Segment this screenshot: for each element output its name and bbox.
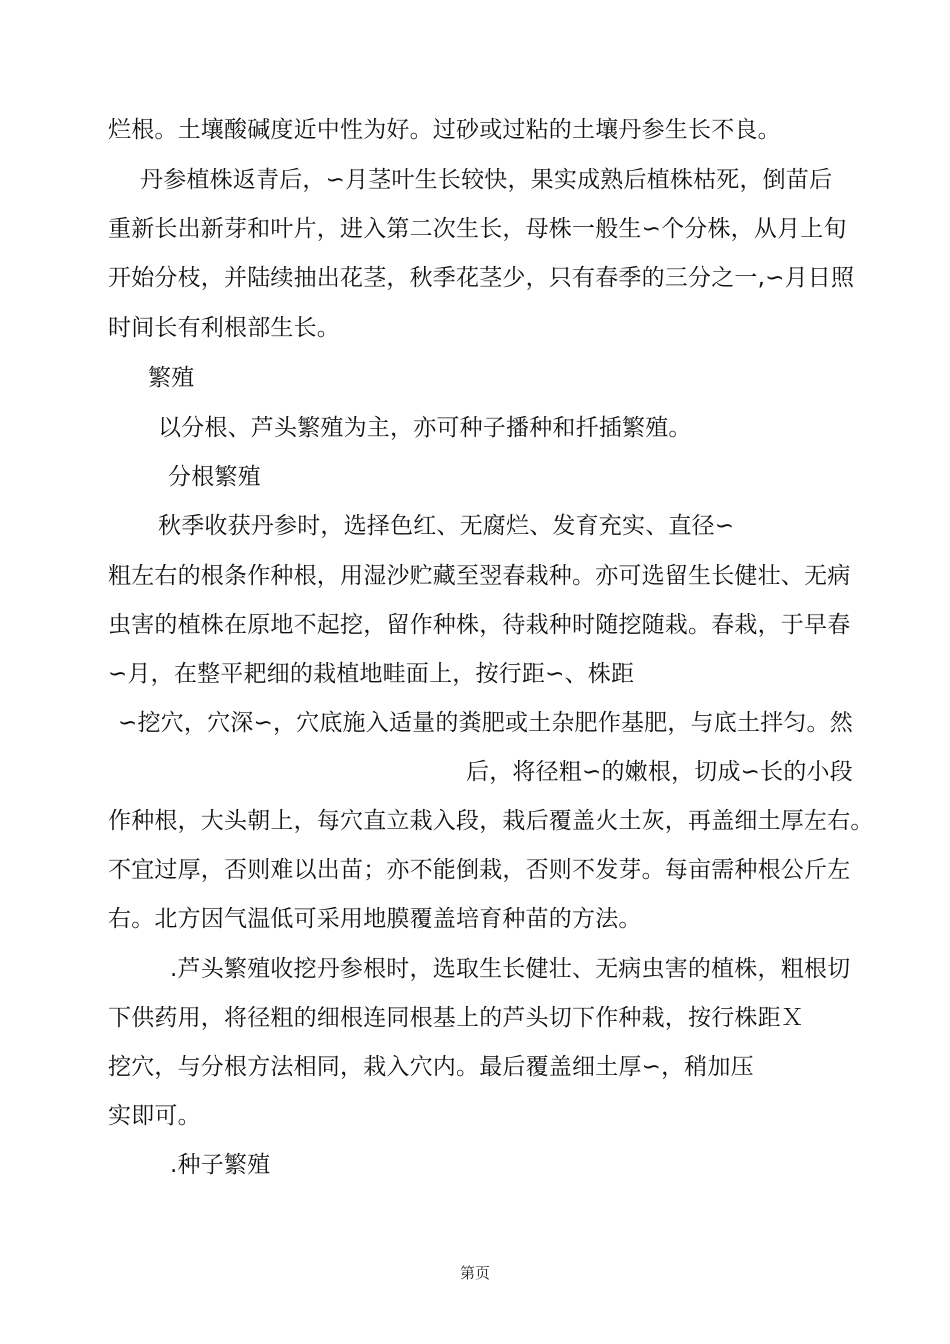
paragraph-line: 下供药用，将径粗的细根连同根基上的芦头切下作种栽，按行株距Ｘ	[108, 1005, 804, 1031]
paragraph-line: 时间长有利根部生长。	[108, 315, 340, 341]
paragraph-line: 以分根、芦头繁殖为主，亦可种子播种和扦插繁殖。	[158, 415, 692, 441]
page-footer: 第页	[459, 1264, 490, 1282]
paragraph-line: 重新长出新芽和叶片，进入第二次生长，母株一般生∽个分株，从月上旬	[108, 216, 847, 242]
section-heading: 分根繁殖	[168, 464, 261, 490]
paragraph-line: ∽月，在整平耙细的栽植地畦面上，按行距∽、株距	[108, 661, 635, 687]
paragraph-line: 烂根。土壤酸碱度近中性为好。过砂或过粘的土壤丹参生长不良。	[108, 117, 781, 143]
paragraph-line: ∽挖穴，穴深∽，穴底施入适量的粪肥或土杂肥作基肥，与底土拌匀。然	[118, 710, 853, 736]
paragraph-line: .芦头繁殖收挖丹参根时，选取生长健壮、无病虫害的植株，粗根切	[170, 956, 851, 982]
paragraph-line: 虫害的植株在原地不起挖，留作种株，待栽种时随挖随栽。春栽，于早春	[108, 612, 851, 638]
paragraph-line: 实即可。	[108, 1103, 201, 1129]
paragraph-line: 秋季收获丹参时，选择色红、无腐烂、发育充实、直径∽	[158, 513, 735, 539]
paragraph-line: 丹参植株返青后，∽月茎叶生长较快，果实成熟后植株枯死，倒苗后	[140, 167, 833, 193]
section-heading: 繁殖	[148, 365, 195, 391]
paragraph-line: 不宜过厚，否则难以出苗；亦不能倒栽，否则不发芽。每亩需种根公斤左	[108, 857, 851, 883]
paragraph-line: 后，将径粗∽的嫩根，切成∽长的小段	[466, 759, 853, 785]
paragraph-line: 作种根，大头朝上，每穴直立栽入段，栽后覆盖火土灰，再盖细土厚左右。	[108, 808, 874, 834]
paragraph-line: 粗左右的根条作种根，用湿沙贮藏至翌春栽种。亦可选留生长健壮、无病	[108, 563, 851, 589]
paragraph-line: 右。北方因气温低可采用地膜覆盖培育种苗的方法。	[108, 906, 642, 932]
paragraph-line: 挖穴，与分根方法相同，栽入穴内。最后覆盖细土厚∽，稍加压	[108, 1054, 754, 1080]
section-heading: .种子繁殖	[170, 1152, 271, 1178]
paragraph-line: 开始分枝，并陆续抽出花茎，秋季花茎少，只有春季的三分之一,∽月日照	[108, 265, 855, 291]
